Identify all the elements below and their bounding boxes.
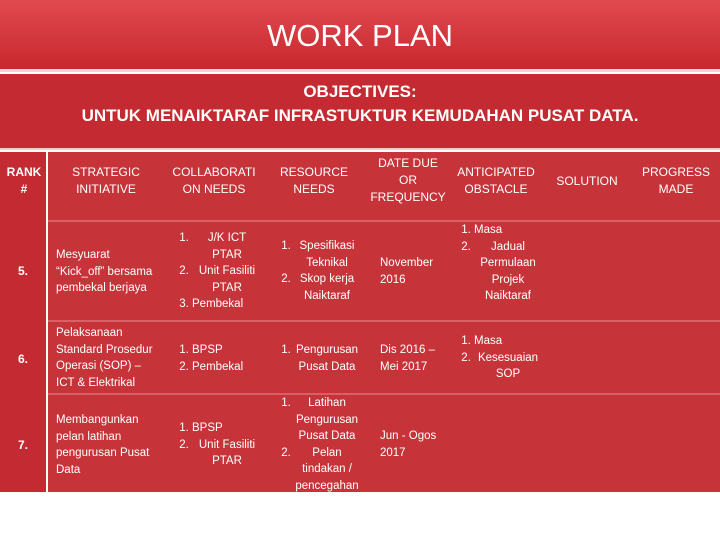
header-resource-needs [268, 164, 360, 198]
text-line: Standard Prosedur [56, 343, 153, 356]
header-date-due [364, 155, 452, 206]
text-line: Data [56, 463, 81, 476]
list-item: 2. Unit Fasiliti PTAR [192, 263, 262, 296]
text-line: pembekal berjaya [56, 282, 147, 294]
objectives-text: UNTUK MENAIKTARAF INFRASTUKTUR KEMUDAHAN PUSAT DATA. [81, 106, 639, 125]
header-progress-made [636, 164, 716, 198]
list-item: 2. Pelan tindakan / pencegahan [294, 445, 360, 495]
list-item: 2. Jadual Permulaan Projek Naiktaraf [474, 239, 542, 305]
header-solution: SOLUTION [556, 174, 618, 188]
resource-cell [276, 238, 360, 304]
strategic-initiative-cell [56, 325, 162, 391]
row-divider [48, 393, 720, 395]
text-line: Mei 2017 [380, 360, 428, 373]
text-line: November [380, 257, 434, 269]
header-collaboration-needs [164, 164, 264, 198]
list-item: 1. Latihan Pengurusan Pusat Data [294, 395, 360, 445]
text-line: “Kick_off” bersama [56, 265, 153, 278]
collaboration-cell [174, 230, 262, 313]
header-rank [2, 164, 46, 198]
obstacle-cell [456, 333, 542, 383]
objectives-label: OBJECTIVES: [303, 82, 417, 101]
header-rank-line: RANK [6, 165, 42, 179]
collaboration-cell [174, 342, 262, 375]
header-line: PROGRESS [641, 165, 710, 179]
collaboration-cell [174, 420, 262, 470]
list-item: 1. BPSP [192, 420, 262, 437]
text-line: Pelaksanaan [56, 327, 123, 339]
objectives-banner [0, 74, 720, 150]
header-line: NEEDS [293, 182, 335, 196]
list-item: 1. Masa [474, 333, 542, 350]
text-line: pelan latihan [56, 430, 122, 443]
title-bar [0, 0, 720, 72]
list-item: 2. Pembekal [192, 359, 262, 376]
header-line: INITIATIVE [76, 182, 136, 196]
header-line: ANTICIPATED [457, 165, 535, 179]
text-line: Operasi (SOP) – [56, 360, 141, 372]
list-item: 2. Unit Fasiliti PTAR [192, 437, 262, 470]
list-item: 3. Pembekal [192, 296, 262, 313]
header-rank-line: # [20, 182, 28, 196]
list-item: 1. Pengurusan Pusat Data [294, 342, 360, 375]
header-line: MADE [658, 182, 694, 196]
row-divider [48, 320, 720, 322]
list-item: 1. Spesifikasi Teknikal [294, 238, 360, 271]
header-line: ON NEEDS [182, 182, 246, 196]
text-line: 2017 [380, 446, 406, 459]
text-line: Jun - Ogos [380, 430, 437, 442]
header-anticipated-obstacle [448, 164, 544, 198]
header-line: COLLABORATI [172, 165, 256, 179]
rank-number: 7. [18, 438, 29, 452]
header-line: RESOURCE [279, 165, 348, 179]
strategic-initiative-cell [56, 412, 162, 478]
list-item: 1. Masa [474, 222, 542, 239]
date-cell [380, 342, 450, 375]
header-line: OBSTACLE [464, 182, 528, 196]
text-line: Membangunkan [56, 414, 139, 426]
header-strategic-initiative [56, 164, 156, 198]
row-divider [48, 220, 720, 222]
header-line: DATE DUE [378, 156, 438, 170]
header-line: STRATEGIC [72, 165, 140, 179]
strategic-initiative-cell [56, 247, 162, 297]
text-line: 2016 [380, 273, 406, 286]
date-cell [380, 255, 450, 288]
list-item: 1. J/K ICT PTAR [192, 230, 262, 263]
text-line: ICT & Elektrikal [56, 376, 136, 389]
header-line: FREQUENCY [370, 190, 446, 204]
obstacle-cell [456, 222, 542, 305]
list-item: 2. Skop kerja Naiktaraf [294, 271, 360, 304]
rank-number: 5. [18, 264, 29, 278]
page-title: WORK PLAN [266, 18, 454, 53]
resource-cell [276, 395, 360, 494]
header-line: OR [399, 173, 417, 187]
text-line: Dis 2016 – [380, 344, 435, 356]
rank-number: 6. [18, 352, 29, 366]
list-item: 2. Kesesuaian SOP [474, 350, 542, 383]
resource-cell [276, 342, 360, 375]
text-line: Mesyuarat [56, 249, 110, 261]
list-item: 1. BPSP [192, 342, 262, 359]
date-cell [380, 428, 450, 461]
text-line: pengurusan Pusat [56, 447, 150, 459]
